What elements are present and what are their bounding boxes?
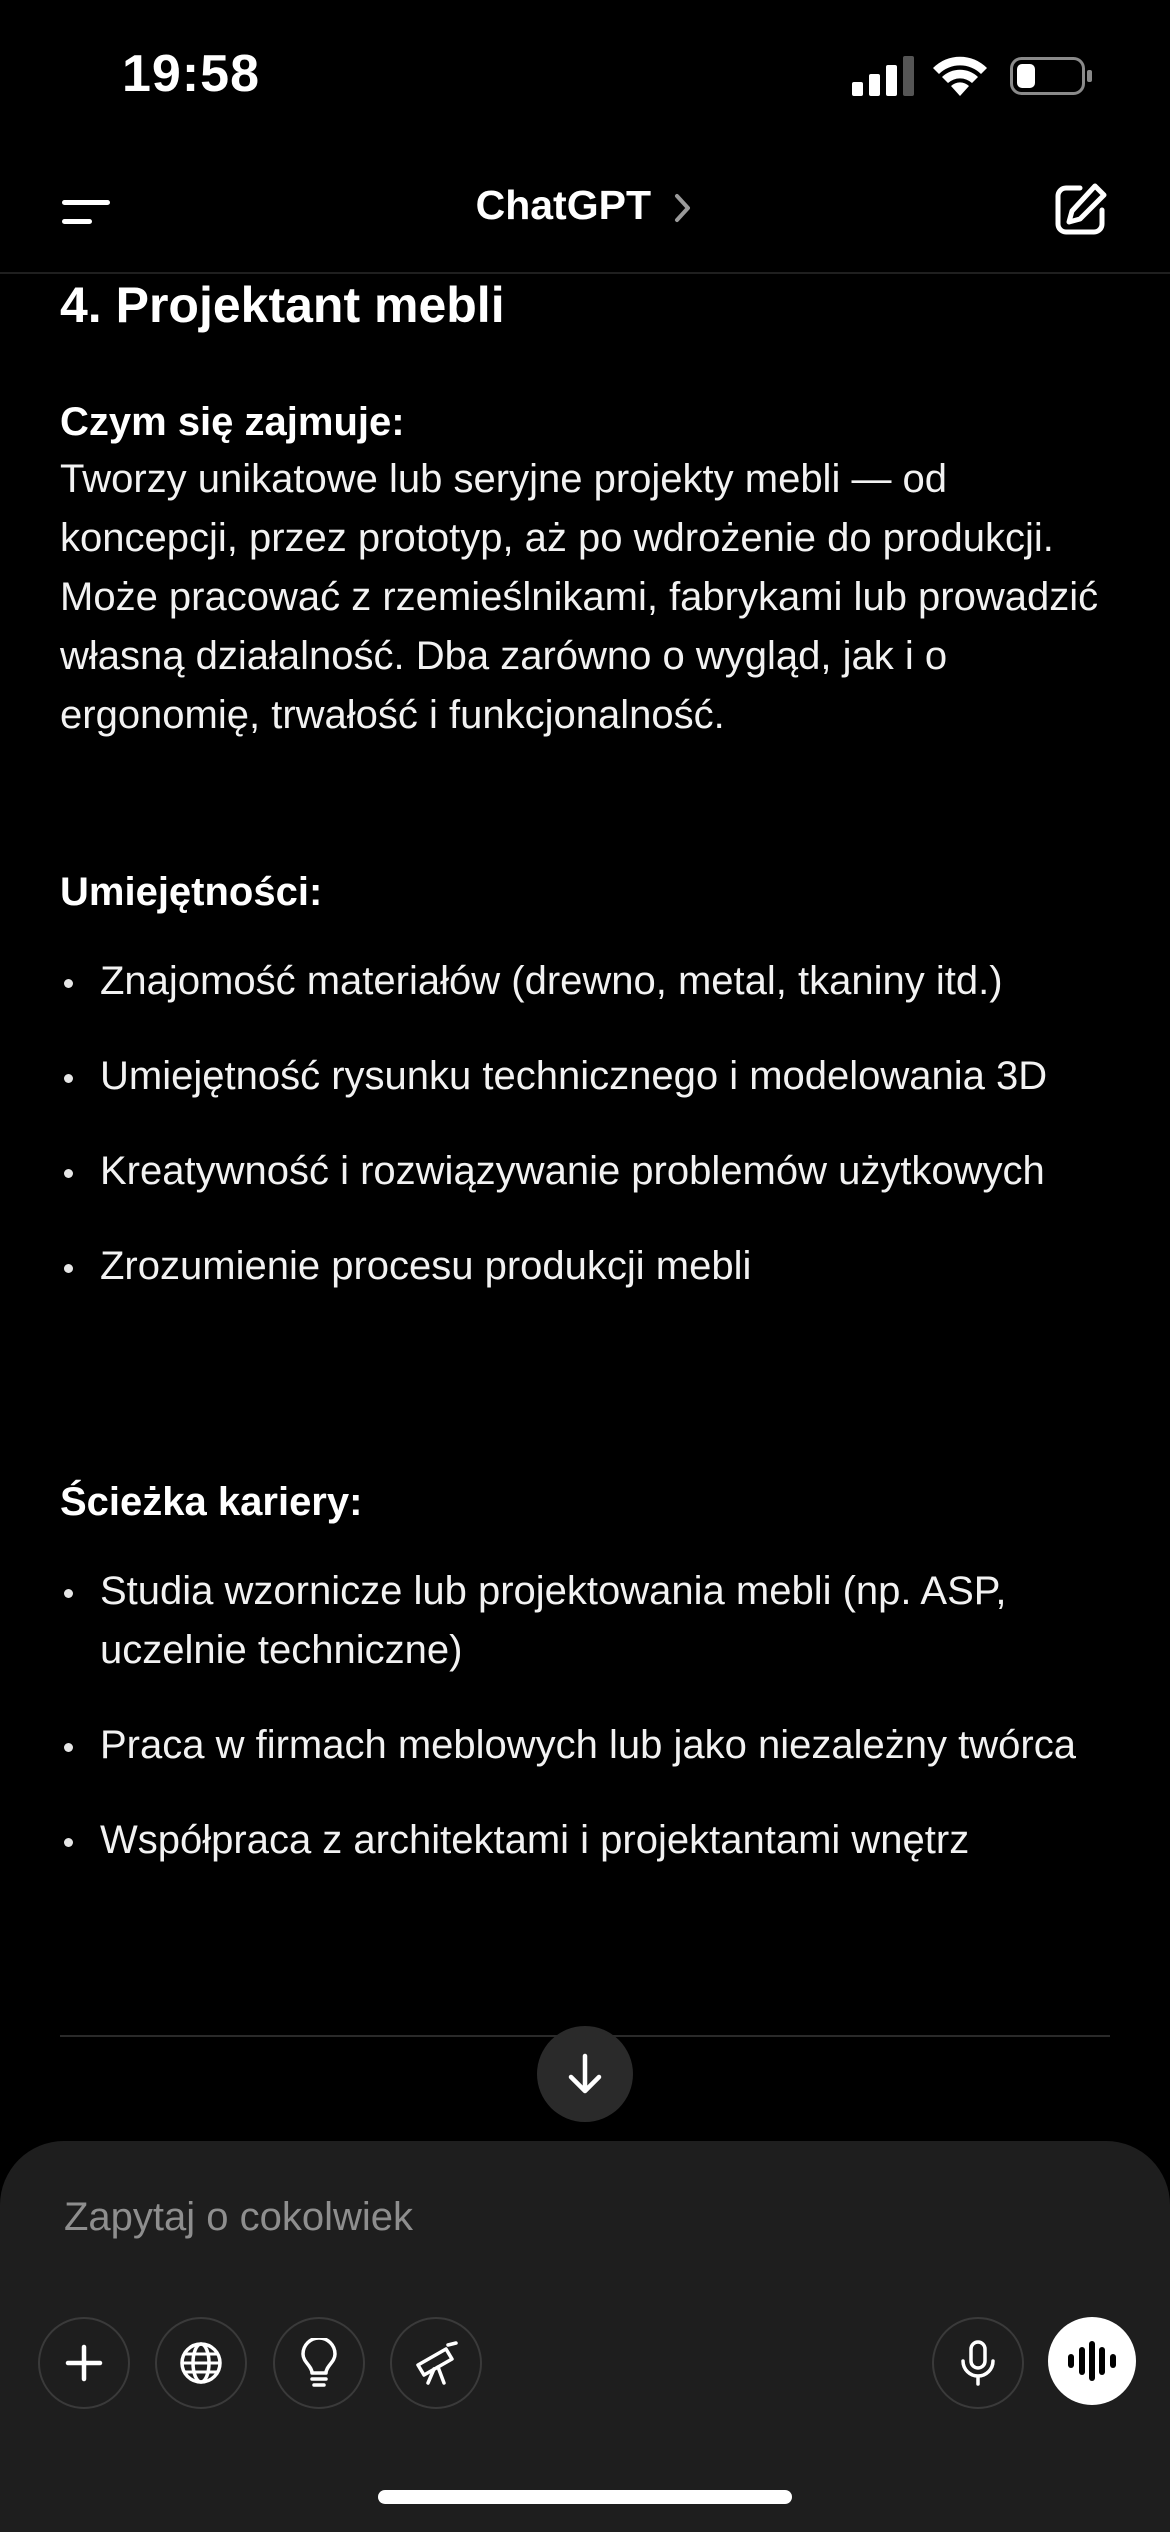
home-indicator (378, 2490, 792, 2504)
composer (0, 2141, 1170, 2532)
top-bar (0, 150, 1170, 274)
career-list (60, 1562, 1110, 1870)
list-item: Praca w firmach meblowych lub jako niezależny twórca (60, 1716, 1110, 1775)
web-search-button[interactable] (155, 2317, 247, 2409)
status-bar (0, 0, 1170, 150)
globe-icon (178, 2340, 224, 2386)
battery-icon (1010, 57, 1094, 95)
section-heading: 4. Projektant mebli (60, 277, 505, 333)
add-button[interactable] (38, 2317, 130, 2409)
scroll-down-button[interactable] (537, 2026, 633, 2122)
microphone-icon (958, 2339, 998, 2387)
list-item: Zrozumienie procesu produkcji mebli (60, 1237, 1110, 1296)
wifi-icon (930, 52, 990, 98)
list-item: Studia wzornicze lub projektowania mebli (np. ASP, uczelnie techniczne) (60, 1562, 1110, 1680)
list-item: Współpraca z architektami i projektantami wnętrz (60, 1811, 1110, 1870)
list-item: Kreatywność i rozwiązywanie problemów użytkowych (60, 1142, 1110, 1201)
career-label: Ścieżka kariery: (60, 1480, 363, 1524)
reason-button[interactable] (273, 2317, 365, 2409)
header-title: ChatGPT (475, 182, 651, 228)
what-text: Tworzy unikatowe lub seryjne projekty mebli — od koncepcji, przez prototyp, aż po wdrożenie do produkcji. Może pracować z rzemieślnikami, fabrykami lub prowadzić własną działalność. Dba zarówno o wygląd, jak i o ergonomię, trwałość i funkcjonalność. (60, 457, 1099, 737)
plus-icon (62, 2341, 106, 2385)
dictate-button[interactable] (932, 2317, 1024, 2409)
arrow-down-icon (565, 2052, 605, 2096)
skills-label: Umiejętności: (60, 870, 323, 914)
chevron-right-icon (672, 191, 694, 225)
list-item: Znajomość materiałów (drewno, metal, tkaniny itd.) (60, 952, 1110, 1011)
deep-research-button[interactable] (390, 2317, 482, 2409)
what-label: Czym się zajmuje: (60, 400, 405, 444)
telescope-icon (412, 2339, 460, 2387)
edit-icon[interactable] (1050, 180, 1110, 240)
signal-icon (852, 56, 916, 96)
voice-mode-icon (1066, 2339, 1118, 2383)
model-selector[interactable] (0, 182, 1170, 229)
lightbulb-icon (299, 2338, 339, 2388)
status-time: 19:58 (122, 45, 260, 103)
message-input[interactable]: Zapytaj o cokolwiek (64, 2195, 414, 2239)
voice-mode-button[interactable] (1048, 2317, 1136, 2405)
skills-list (60, 952, 1110, 1296)
list-item: Umiejętność rysunku technicznego i modelowania 3D (60, 1047, 1110, 1106)
